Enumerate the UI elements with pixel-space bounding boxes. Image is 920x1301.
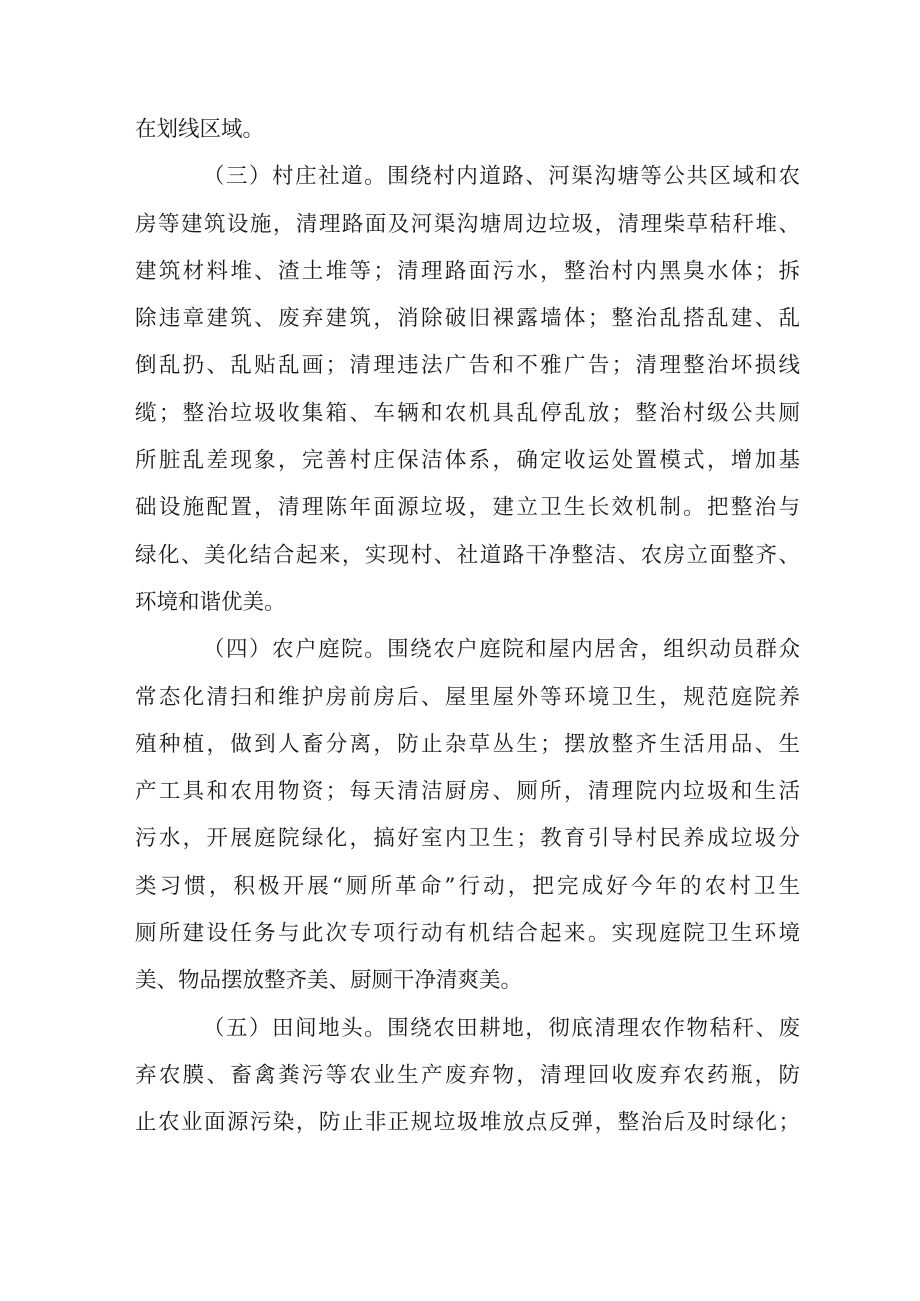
paragraph-line: 美、物品摆放整齐美、厨厕干净清爽美。 xyxy=(135,968,523,994)
paragraph-line: 除违章建筑、废弃建筑，消除破旧裸露墙体；整治乱搭乱建、乱 xyxy=(135,306,800,332)
paragraph-line: （四）农户庭院。围绕农户庭院和屋内居舍，组织动员群众 xyxy=(203,637,800,663)
paragraph-line: （三）村庄社道。围绕村内道路、河渠沟塘等公共区域和农 xyxy=(203,164,800,190)
paragraph-line: 建筑材料堆、渣土堆等；清理路面污水，整治村内黑臭水体；拆 xyxy=(135,258,800,284)
paragraph-line: 弃农膜、畜禽粪污等农业生产废弃物，清理回收废弃农药瓶，防 xyxy=(135,1062,800,1088)
paragraph-line: 础设施配置，清理陈年面源垃圾，建立卫生长效机制。把整治与 xyxy=(135,495,800,521)
paragraph-line: 厕所建设任务与此次专项行动有机结合起来。实现庭院卫生环境 xyxy=(135,921,800,947)
paragraph-line: 类习惯，积极开展“厕所革命”行动，把完成好今年的农村卫生 xyxy=(135,873,800,899)
paragraph-line: 污水，开展庭院绿化，搞好室内卫生；教育引导村民养成垃圾分 xyxy=(135,826,800,852)
paragraph-line: 环境和谐优美。 xyxy=(135,589,286,615)
paragraph-line: 绿化、美化结合起来，实现村、社道路干净整洁、农房立面整齐、 xyxy=(135,542,800,568)
paragraph-line: 倒乱扔、乱贴乱画；清理违法广告和不雅广告；清理整治坏损线 xyxy=(135,353,800,379)
paragraph-line: （五）田间地头。围绕农田耕地，彻底清理农作物秸秆、废 xyxy=(203,1015,800,1041)
paragraph-line: 所脏乱差现象，完善村庄保洁体系，确定收运处置模式，增加基 xyxy=(135,448,800,474)
paragraph-line: 在划线区域。 xyxy=(135,117,265,142)
paragraph-line: 殖种植，做到人畜分离，防止杂草丛生；摆放整齐生活用品、生 xyxy=(135,731,800,757)
paragraph-line: 产工具和农用物资；每天清洁厨房、厕所，清理院内垃圾和生活 xyxy=(135,779,800,805)
paragraph-line: 缆；整治垃圾收集箱、车辆和农机具乱停乱放；整治村级公共厕 xyxy=(135,400,800,426)
paragraph-line: 常态化清扫和维护房前房后、屋里屋外等环境卫生，规范庭院养 xyxy=(135,684,800,710)
body-text xyxy=(135,106,800,1147)
paragraph-line: 止农业面源污染，防止非正规垃圾堆放点反弹，整治后及时绿化； xyxy=(135,1110,800,1136)
paragraph-line: 房等建筑设施，清理路面及河渠沟塘周边垃圾，清理柴草秸秆堆、 xyxy=(135,211,800,237)
